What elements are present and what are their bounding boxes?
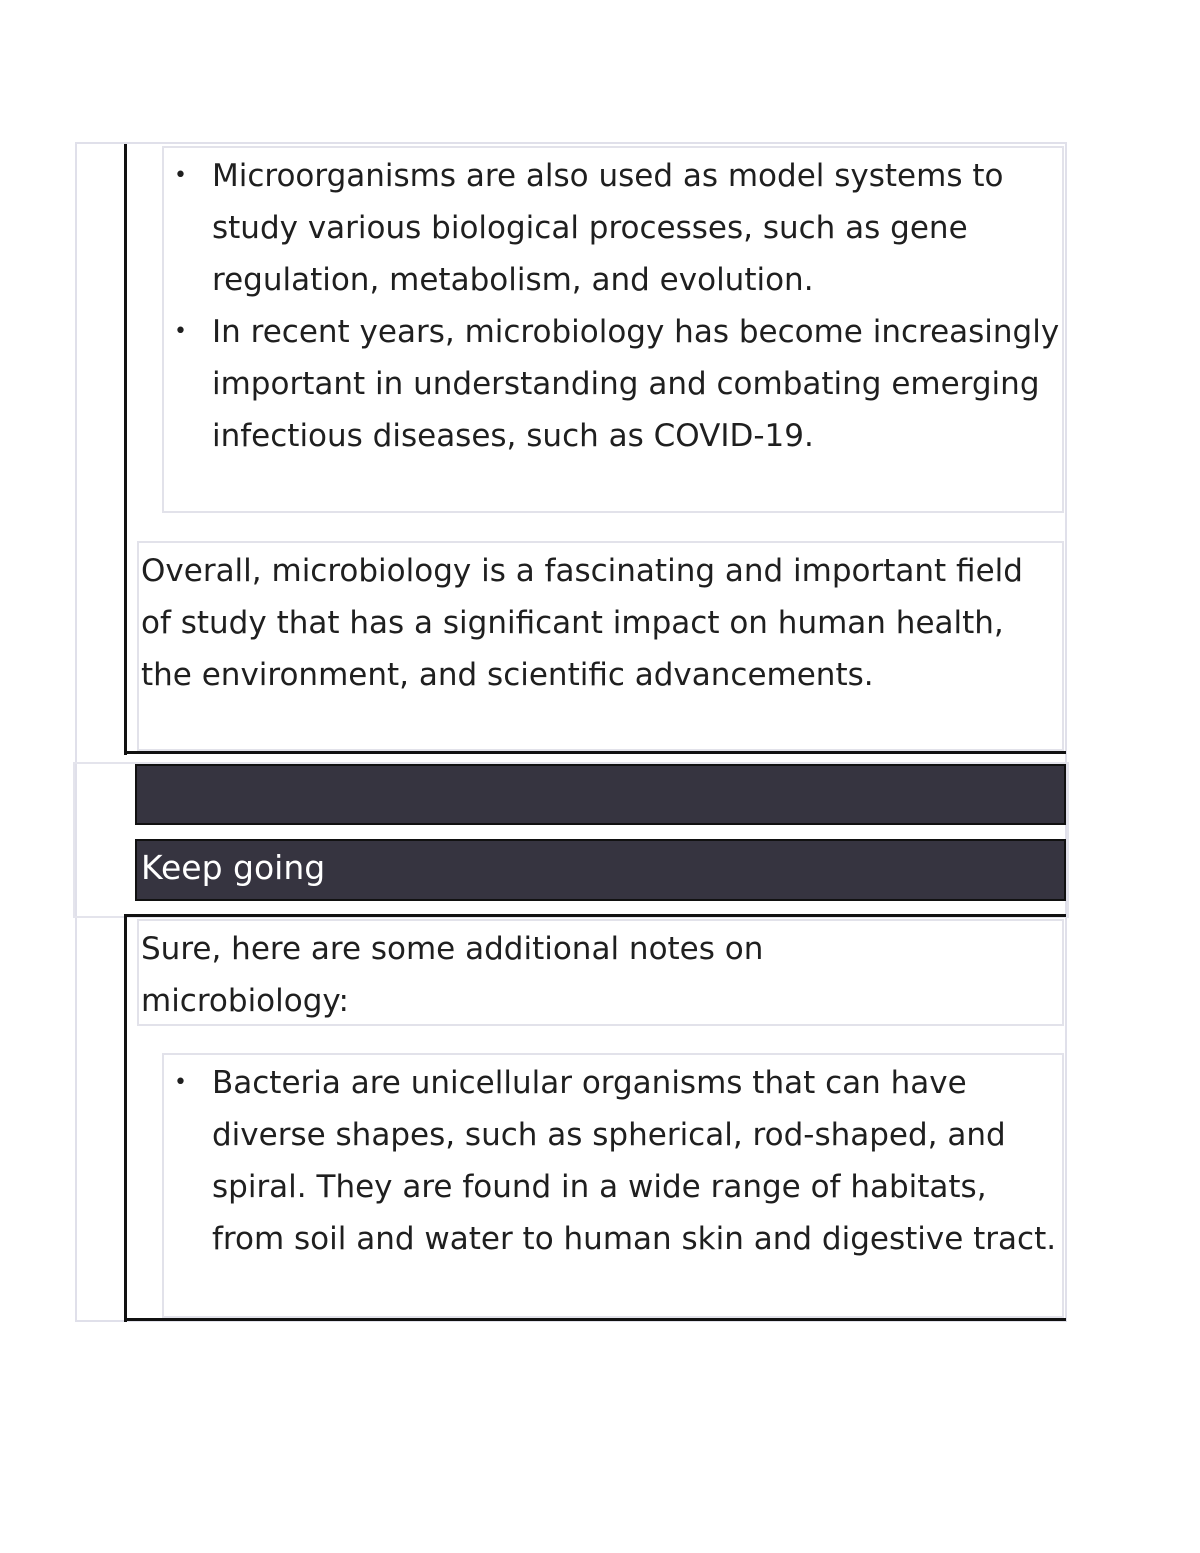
bullet-list-bottom bbox=[164, 1057, 1062, 1265]
summary-paragraph: Overall, microbiology is a fascinating and important field of study that has a significant impact on human health, the environment, and scientific advancements. bbox=[141, 553, 1023, 693]
user-prompt-bar bbox=[135, 839, 1066, 901]
bullet-icon: • bbox=[174, 319, 187, 344]
list-item bbox=[164, 150, 1062, 306]
bullet-icon: • bbox=[174, 1070, 187, 1095]
list-item-text: Microorganisms are also used as model systems to study various biological processes, such as gene regulation, metabolism, and evolution. bbox=[212, 158, 1004, 298]
response-bottom-top-rule bbox=[124, 914, 1066, 917]
response-top-bottom-rule bbox=[124, 751, 1066, 754]
list-item bbox=[164, 1057, 1062, 1265]
list-item bbox=[164, 306, 1062, 462]
response-bottom-left-rule bbox=[124, 914, 127, 1322]
list-item-text: Bacteria are unicellular organisms that can have diverse shapes, such as spherical, rod-shaped, and spiral. They are found in a wide range of habitats, from soil and water to human skin and digestive tract. bbox=[212, 1065, 1057, 1257]
user-prompt-text: Keep going bbox=[141, 848, 326, 887]
bullet-list-top bbox=[164, 150, 1062, 462]
list-item-text: In recent years, microbiology has become increasingly important in understanding and combating emerging infectious diseases, such as COVID-19. bbox=[212, 314, 1060, 454]
bullet-icon: • bbox=[174, 163, 187, 188]
response-top-left-rule bbox=[124, 144, 127, 755]
intro-paragraph: Sure, here are some additional notes on microbiology: bbox=[141, 931, 764, 1019]
response-bottom-bottom-rule bbox=[124, 1318, 1066, 1321]
user-prompt-header-bar bbox=[135, 764, 1066, 825]
